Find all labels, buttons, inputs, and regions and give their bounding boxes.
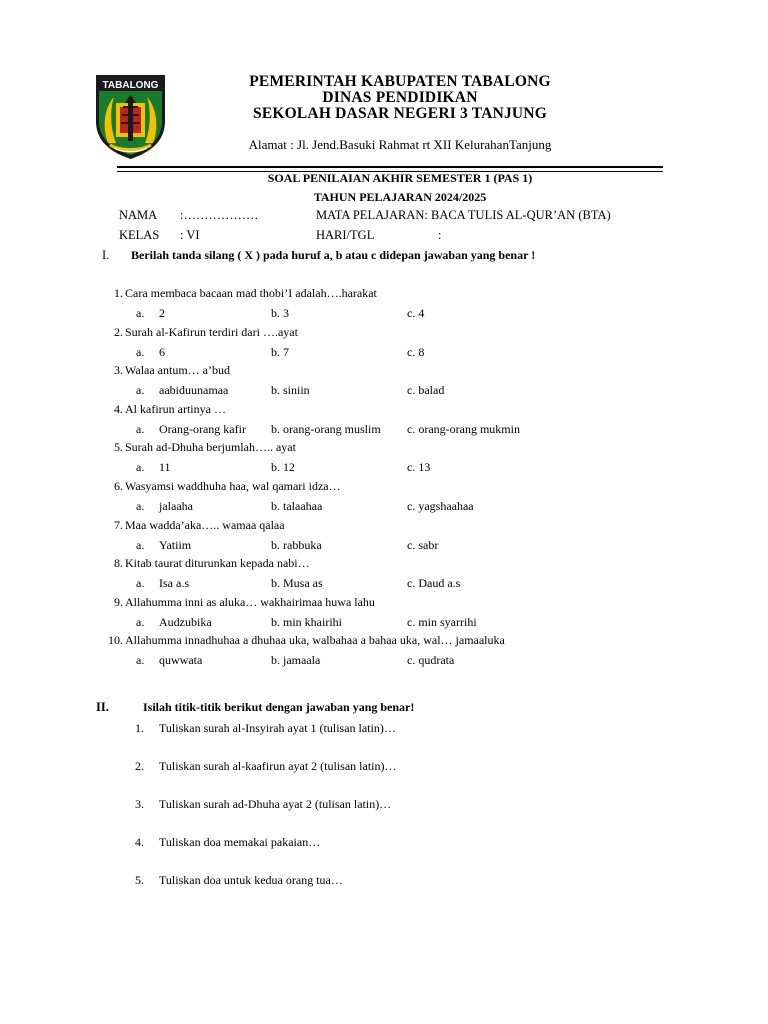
section2-instruction: Isilah titik-titik berikut dengan jawaban yang benar! <box>143 700 415 714</box>
option-c[interactable]: c. qudrata <box>407 653 455 668</box>
option-c[interactable]: c. yagshaahaa <box>407 499 474 513</box>
option-a[interactable]: Orang-orang kafir <box>159 421 246 436</box>
option-a[interactable]: Yatiim <box>159 537 192 552</box>
option-b[interactable]: b. siniin <box>271 383 310 398</box>
option-b[interactable]: b. Musa as <box>271 576 323 591</box>
option-a-marker: a. <box>136 499 145 513</box>
name-field[interactable]: :……………… <box>180 208 259 222</box>
letterhead-department: DINAS PENDIDIKAN <box>322 89 478 106</box>
option-c[interactable]: c. sabr <box>407 537 439 552</box>
letterhead-school: SEKOLAH DASAR NEGERI 3 TANJUNG <box>253 105 547 122</box>
option-a[interactable]: quwwata <box>159 653 203 668</box>
question-number: 8. <box>114 556 123 571</box>
question-number: 10. <box>108 633 123 648</box>
question-text: Al kafirun artinya … <box>125 401 226 416</box>
class-value: : VI <box>180 228 200 242</box>
question-text: Surah ad-Dhuha berjumlah….. ayat <box>125 440 296 455</box>
option-c[interactable]: c. min syarrihi <box>407 614 477 629</box>
section2-number: II. <box>96 700 109 714</box>
question-number: 3. <box>114 363 123 378</box>
tabalong-logo <box>92 73 169 160</box>
option-a[interactable]: jalaaha <box>159 499 193 513</box>
question-text: Surah al-Kafirun terdiri dari ….ayat <box>125 324 298 339</box>
question-text: Kitab taurat diturunkan kepada nabi… <box>125 556 310 571</box>
option-b[interactable]: b. rabbuka <box>271 537 322 552</box>
option-a[interactable]: 11 <box>159 460 171 475</box>
option-a[interactable]: aabiduunamaa <box>159 383 229 398</box>
question-text: Cara membaca bacaan mad thobi’I adalah….harakat <box>125 286 377 300</box>
option-a[interactable]: 6 <box>159 344 165 359</box>
question-text: Allahumma inni as aluka… wakhairimaa huwa lahu <box>125 594 375 609</box>
option-a-marker: a. <box>136 576 145 591</box>
essay-question-1: Tuliskan surah al-Insyirah ayat 1 (tulisan latin)… <box>159 721 396 735</box>
question-text: Maa wadda’aka….. wamaa qalaa <box>125 517 285 532</box>
exam-year: TAHUN PELAJARAN 2024/2025 <box>313 190 487 204</box>
exam-title: SOAL PENILAIAN AKHIR SEMESTER 1 (PAS 1) <box>267 171 533 185</box>
option-a-marker: a. <box>136 460 145 475</box>
option-a-marker: a. <box>136 421 145 436</box>
option-b[interactable]: b. 7 <box>271 344 289 359</box>
option-c[interactable]: c. Daud a.s <box>407 576 461 591</box>
option-b[interactable]: b. talaahaa <box>271 499 323 513</box>
option-b[interactable]: b. min khairihi <box>271 614 342 629</box>
question-text: Wasyamsi waddhuha haa, wal qamari idza… <box>125 479 341 493</box>
question-number: 1. <box>114 286 123 300</box>
question-number: 7. <box>114 517 123 532</box>
question-text: Allahumma innadhuhaa a dhuhaa uka, walbahaa a bahaa uka, wal… jamaaluka <box>125 633 505 648</box>
essay-question-5: Tuliskan doa untuk kedua orang tua… <box>159 873 343 887</box>
essay-question-3: Tuliskan surah ad-Dhuha ayat 2 (tulisan latin)… <box>159 797 392 811</box>
option-c[interactable]: c. balad <box>407 383 445 398</box>
letterhead-address: Alamat : Jl. Jend.Basuki Rahmat rt XII KelurahanTanjung <box>248 137 552 152</box>
section1-number: I. <box>102 248 110 262</box>
question-number: 9. <box>114 594 123 609</box>
option-c[interactable]: c. 4 <box>407 306 425 320</box>
option-a-marker: a. <box>136 306 145 320</box>
letterhead-rule-thick <box>117 166 663 168</box>
option-a[interactable]: Isa a.s <box>159 576 189 591</box>
option-a-marker: a. <box>136 614 145 629</box>
option-a[interactable]: Audzubika <box>159 614 212 629</box>
letterhead-government: PEMERINTAH KABUPATEN TABALONG <box>249 73 551 90</box>
option-a-marker: a. <box>136 537 145 552</box>
option-b[interactable]: b. orang-orang muslim <box>271 421 381 436</box>
name-label: NAMA <box>119 208 158 222</box>
option-b[interactable]: b. 3 <box>271 306 289 320</box>
essay-number: 1. <box>135 721 144 735</box>
question-number: 6. <box>114 479 123 493</box>
option-c[interactable]: c. 13 <box>407 460 431 475</box>
question-number: 4. <box>114 401 123 416</box>
essay-number: 2. <box>135 759 144 773</box>
question-number: 5. <box>114 440 123 455</box>
essay-number: 4. <box>135 835 144 849</box>
option-c[interactable]: c. orang-orang mukmin <box>407 421 520 436</box>
option-a-marker: a. <box>136 344 145 359</box>
question-text: Walaa antum… a’bud <box>125 363 230 378</box>
date-label: HARI/TGL <box>316 228 375 242</box>
logo-text: TABALONG <box>102 80 159 91</box>
option-a-marker: a. <box>136 653 145 668</box>
question-number: 2. <box>114 324 123 339</box>
option-b[interactable]: b. jamaala <box>271 653 321 668</box>
option-a-marker: a. <box>136 383 145 398</box>
class-label: KELAS <box>119 228 160 242</box>
option-c[interactable]: c. 8 <box>407 344 425 359</box>
essay-number: 5. <box>135 873 144 887</box>
date-field[interactable]: : <box>438 228 442 242</box>
option-a[interactable]: 2 <box>159 306 165 320</box>
section1-instruction: Berilah tanda silang ( X ) pada huruf a, b atau c didepan jawaban yang benar ! <box>131 248 536 262</box>
option-b[interactable]: b. 12 <box>271 460 295 475</box>
essay-question-2: Tuliskan surah al-kaafirun ayat 2 (tulisan latin)… <box>159 759 397 773</box>
essay-question-4: Tuliskan doa memakai pakaian… <box>159 835 321 849</box>
essay-number: 3. <box>135 797 144 811</box>
subject-label: MATA PELAJARAN: BACA TULIS AL-QUR’AN (BTA) <box>316 208 611 222</box>
